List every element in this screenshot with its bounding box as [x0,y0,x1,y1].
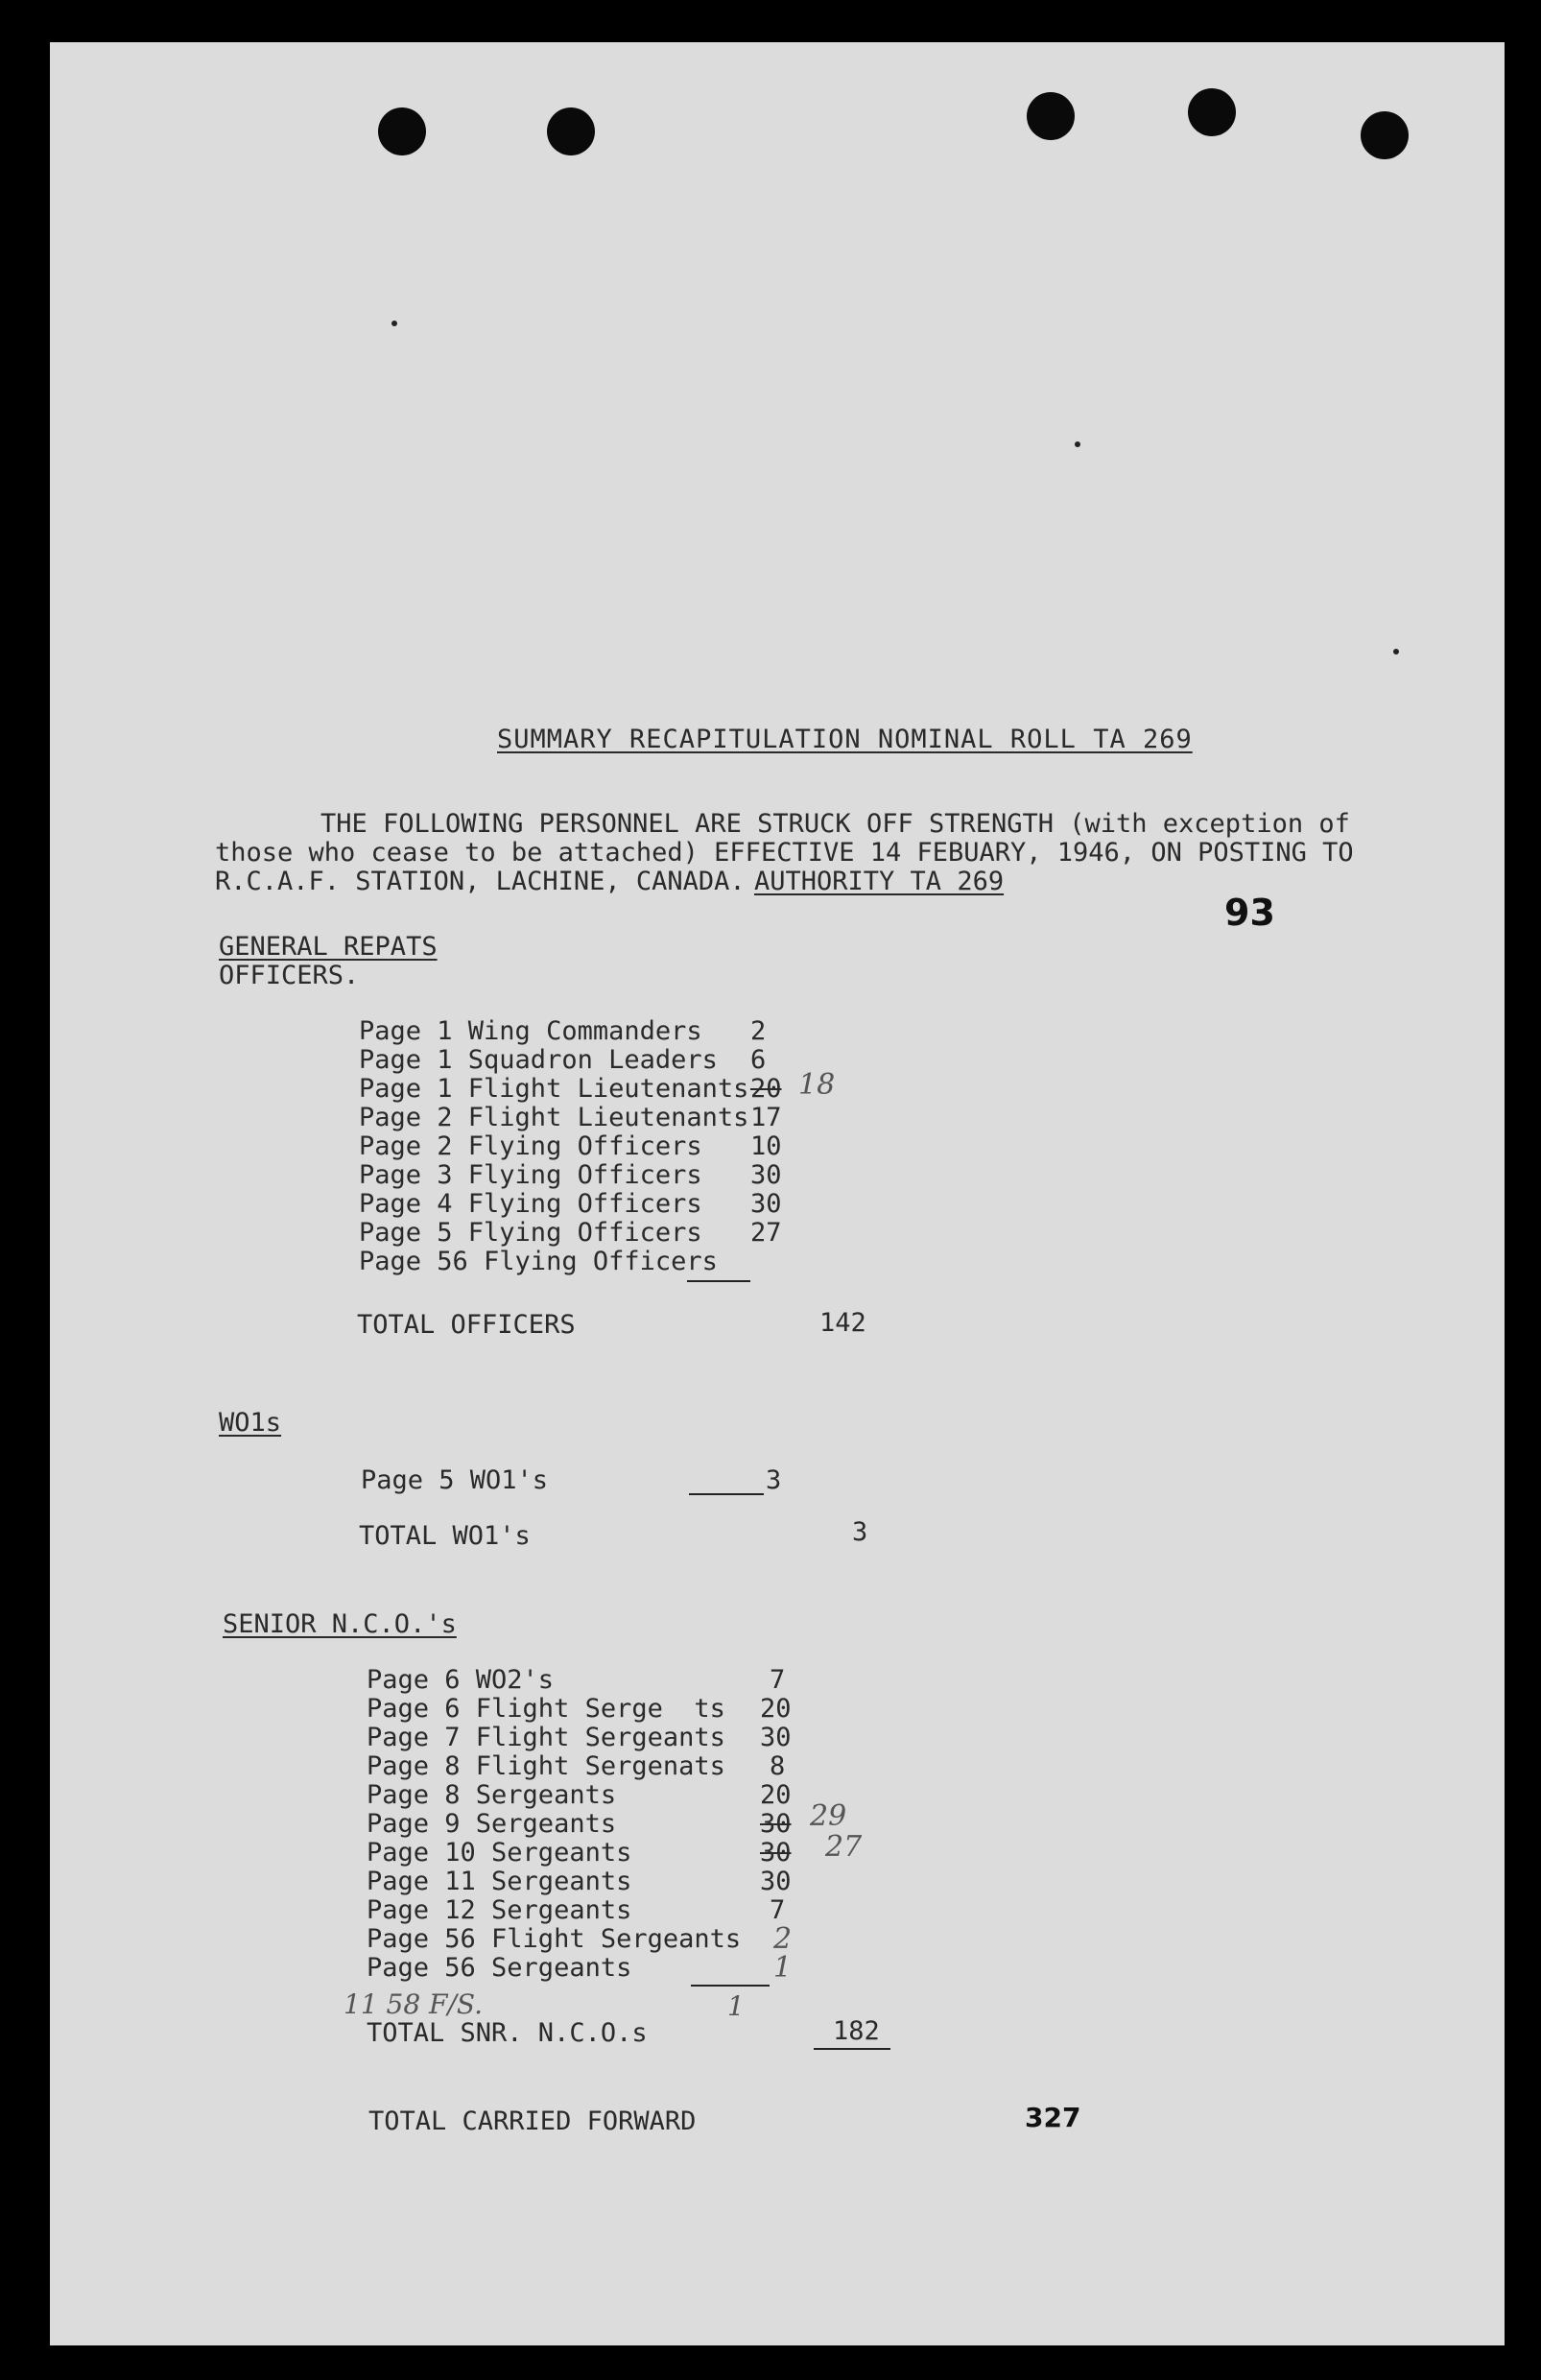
row-label: Page 56 Flight Sergeants [367,1924,742,1954]
authority-reference: AUTHORITY TA 269 [754,867,1005,896]
row-count: 20 [760,1694,792,1724]
subtotal-rule [687,1280,750,1282]
row-label: Page 1 Wing Commanders [359,1016,702,1046]
row-count: 20 [760,1780,792,1810]
row-label: Page 7 Flight Sergeants [367,1723,725,1752]
row-count: 7 [770,1665,786,1695]
row-label: Page 1 Squadron Leaders [359,1045,718,1075]
intro-line-3: R.C.A.F. STATION, LACHINE, CANADA. [215,867,746,896]
row-count: 30 [750,1189,782,1219]
total-officers-value: 142 [819,1308,866,1338]
document-title: SUMMARY RECAPITULATION NOMINAL ROLL TA 269 [497,725,1193,754]
row-label: Page 1 Flight Lieutenants [359,1074,749,1104]
carried-forward-value: 327 [1025,2102,1081,2133]
row-count: 30 [760,1838,792,1868]
page-stamp: 93 [1224,892,1275,934]
row-count: 3 [766,1465,782,1495]
officers-subheading: OFFICERS. [219,961,360,990]
senior-ncos-heading: SENIOR N.C.O.'s [223,1609,457,1639]
row-count: 27 [750,1218,782,1248]
total-carried-forward-label: TOTAL CARRIED FORWARD [368,2106,697,2136]
handwritten-correction: 29 [810,1799,847,1833]
row-label: Page 8 Flight Sergenats [367,1751,725,1781]
row-label: Page 5 Flying Officers [359,1218,702,1248]
row-label: Page 2 Flying Officers [359,1131,702,1161]
row-label: Page 2 Flight Lieutenants [359,1103,749,1132]
total-snr-ncos-value: 182 [833,2016,880,2046]
row-count: 2 [750,1016,767,1046]
total-snr-ncos-label: TOTAL SNR. N.C.O.s [367,2018,648,2048]
row-count: 6 [750,1045,767,1075]
punch-hole [1027,92,1075,140]
speck [391,321,397,326]
row-label: Page 5 WO1's [361,1465,549,1495]
row-label: Page 4 Flying Officers [359,1189,702,1219]
punch-hole [378,107,426,155]
row-label: Page 3 Flying Officers [359,1160,702,1190]
row-count: 20 [750,1074,782,1104]
punch-hole [1361,111,1409,159]
subtotal-rule [691,1985,770,1987]
row-count: 1 [773,1951,793,1985]
subtotal-rule [689,1493,764,1495]
row-count: 30 [760,1723,792,1752]
speck [1075,441,1080,447]
total-officers-label: TOTAL OFFICERS [357,1310,576,1340]
row-label: Page 56 Sergeants [367,1953,632,1983]
row-label: Page 11 Sergeants [367,1867,632,1896]
punch-hole [547,107,595,155]
row-label: Page 6 Flight Serge ts [367,1694,725,1724]
row-label: Page 9 Sergeants [367,1809,617,1839]
intro-line-1: THE FOLLOWING PERSONNEL ARE STRUCK OFF STRENGTH (with exception of [320,809,1350,839]
total-wo1s-label: TOTAL WO1's [359,1521,531,1551]
handwritten-note: 11 58 F/S. [344,1988,484,2020]
row-count: 8 [770,1751,786,1781]
handwritten-correction: 27 [825,1830,863,1864]
handwritten-correction: 18 [798,1068,836,1102]
document-page [50,42,1505,2345]
row-count: 30 [750,1160,782,1190]
row-count: 17 [750,1103,782,1132]
row-label: Page 8 Sergeants [367,1780,617,1810]
punch-hole [1188,88,1236,136]
row-label: Page 56 Flying Officers [359,1247,718,1276]
handwritten-extra: 1 [727,1990,745,2022]
row-label: Page 10 Sergeants [367,1838,632,1868]
row-count: 10 [750,1131,782,1161]
general-repats-heading: GENERAL REPATS [219,932,438,962]
intro-line-2: those who cease to be attached) EFFECTIVE 14 FEBUARY, 1946, ON POSTING TO [215,838,1354,868]
total-wo1s-value: 3 [852,1517,868,1547]
row-count: 2 [773,1922,793,1956]
row-count: 30 [760,1867,792,1896]
row-count: 30 [760,1809,792,1839]
row-label: Page 12 Sergeants [367,1895,632,1925]
row-label: Page 6 WO2's [367,1665,555,1695]
speck [1393,649,1399,654]
wo1s-heading: WO1s [219,1408,282,1438]
total-rule [814,2048,890,2050]
row-count: 7 [770,1895,786,1925]
